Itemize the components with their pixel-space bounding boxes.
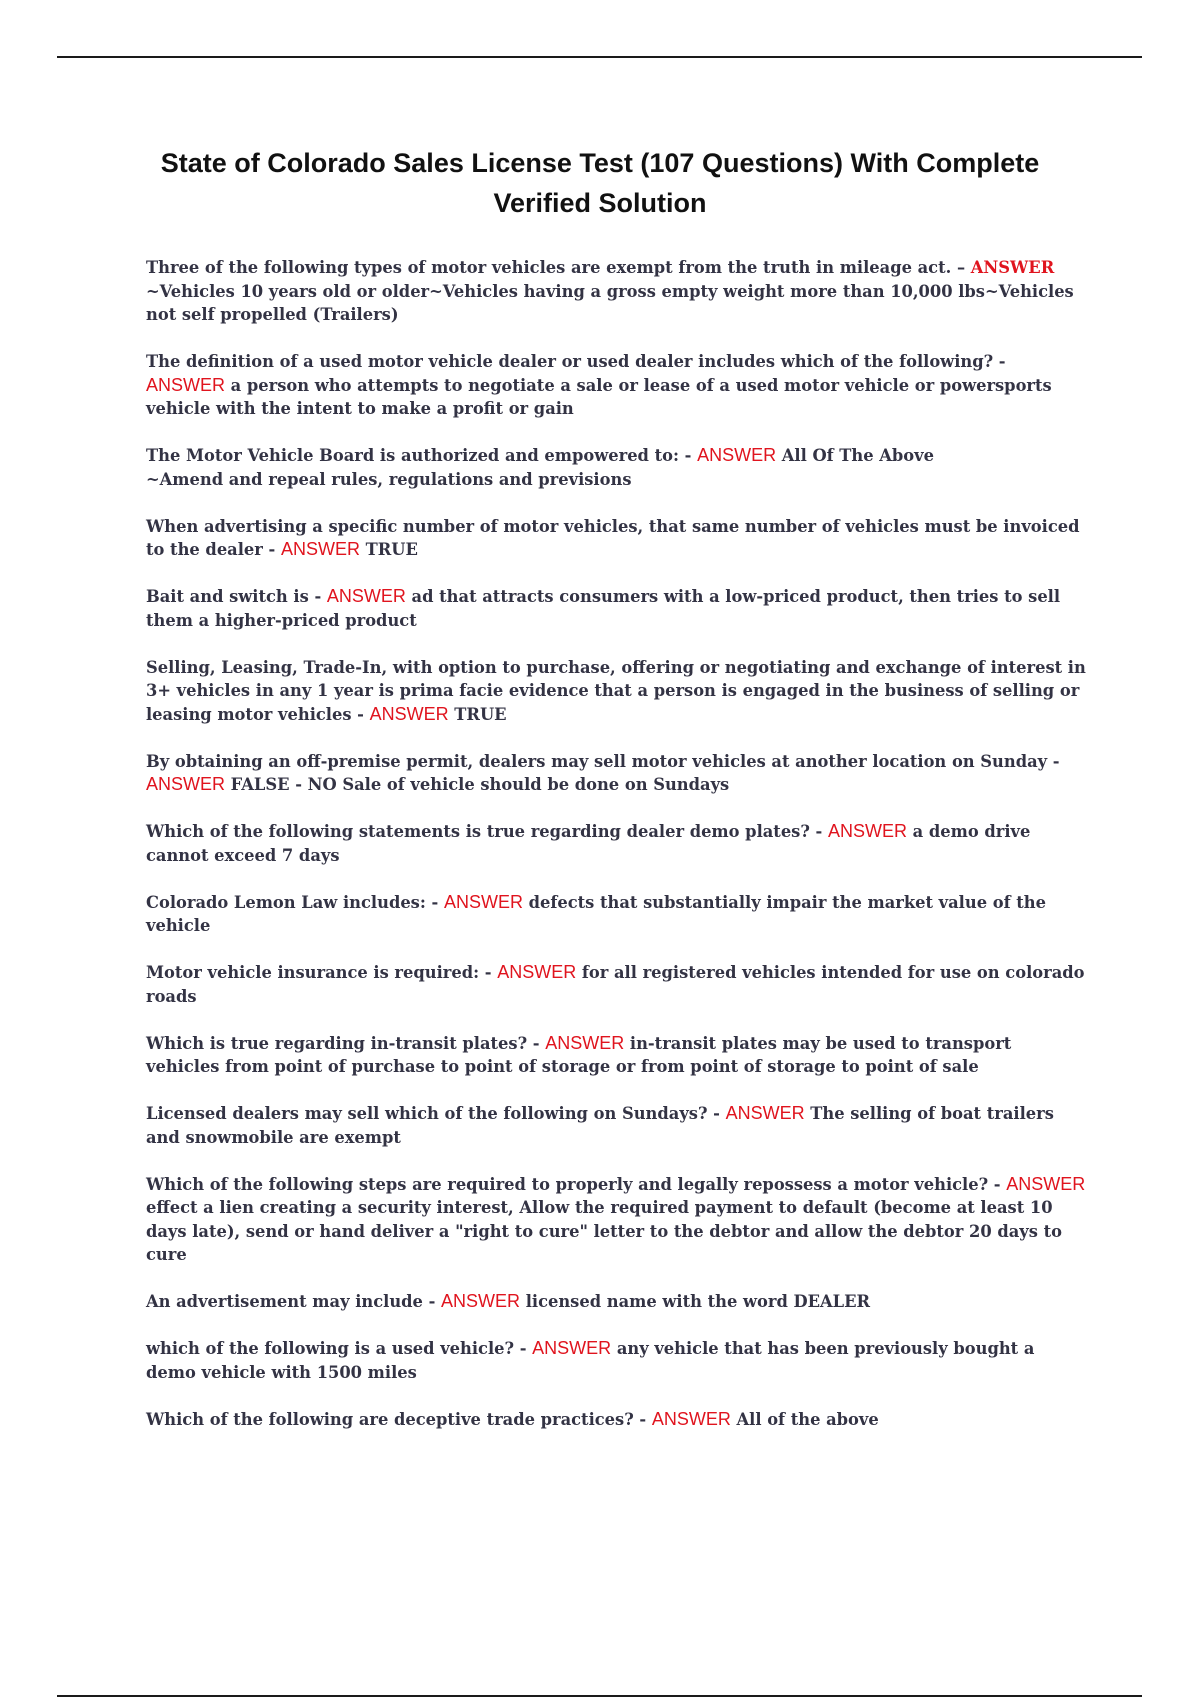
- question-text: Selling, Leasing, Trade-In, with option to purchase, offering or negotiating and exchange of interest in 3+ vehicles in any 1 year is prima facie evidence that a person is engaged in the business of selling or leasing motor vehicles -: [146, 657, 1086, 724]
- question-text: When advertising a specific number of motor vehicles, that same number of vehicles must be invoiced to the dealer -: [146, 516, 1080, 559]
- qa-item: [146, 256, 1086, 327]
- answer-text: defects that substantially impair the market value of the vehicle: [146, 892, 1046, 935]
- bottom-rule: [57, 1695, 1142, 1697]
- answer-text: TRUE: [359, 540, 418, 559]
- top-rule: [57, 56, 1142, 58]
- answer-label: ANSWER: [827, 821, 907, 841]
- question-text: The Motor Vehicle Board is authorized and empowered to: -: [146, 446, 698, 465]
- qa-item: [146, 656, 1086, 727]
- qa-item: [146, 1032, 1086, 1079]
- question-text: Bait and switch is -: [146, 587, 327, 606]
- answer-text: a demo drive cannot exceed 7 days: [146, 822, 1031, 865]
- qa-item: [146, 1102, 1086, 1149]
- document-title: State of Colorado Sales License Test (107 Questions) With Complete Verified Solution: [160, 148, 1040, 218]
- qa-item: [146, 750, 1086, 797]
- answer-label: ANSWER: [970, 258, 1055, 277]
- answer-label: ANSWER: [545, 1032, 625, 1053]
- answer-label: ANSWER: [441, 1291, 521, 1311]
- answer-text: a person who attempts to negotiate a sale or lease of a used motor vehicle or powersports vehicle with the intent to make a profit or gain: [146, 375, 1052, 418]
- question-text: By obtaining an off-premise permit, dealers may sell motor vehicles at another location on Sunday -: [146, 751, 1060, 771]
- answer-label: ANSWER: [146, 374, 226, 395]
- qa-item: [146, 891, 1086, 938]
- qa-item: [146, 1337, 1086, 1384]
- answer-text: for all registered vehicles intended for use on colorado roads: [146, 963, 1085, 1006]
- question-text: Which is true regarding in-transit plates? -: [146, 1033, 546, 1053]
- question-text: Colorado Lemon Law includes: -: [146, 892, 444, 912]
- answer-text: effect a lien creating a security interest, Allow the required payment to default (become at least 10 days late), send or hand deliver a "right to cure" letter to the debtor and allow the debtor 20 days to cure: [146, 1198, 1062, 1264]
- question-text: Motor vehicle insurance is required: -: [146, 963, 498, 982]
- answer-text: The selling of boat trailers and snowmobile are exempt: [146, 1104, 1054, 1147]
- answer-text: ~Vehicles 10 years old or older~Vehicles having a gross empty weight more than 10,000 lbs~Vehicles not self propelled (Trailers): [146, 281, 1074, 324]
- question-text: Licensed dealers may sell which of the following on Sundays? -: [146, 1104, 726, 1123]
- answer-text: any vehicle that has been previously bought a demo vehicle with 1500 miles: [146, 1339, 1035, 1382]
- answer-label: ANSWER: [280, 539, 360, 559]
- qa-item: [146, 1173, 1086, 1267]
- qa-item: [146, 585, 1086, 632]
- question-text: Three of the following types of motor vehicles are exempt from the truth in mileage act. –: [146, 258, 971, 277]
- answer-text: licensed name with the word DEALER: [520, 1292, 871, 1311]
- qa-item: [146, 350, 1086, 421]
- qa-item: [146, 444, 1086, 491]
- answer-text: FALSE - NO Sale of vehicle should be done on Sundays: [225, 775, 730, 794]
- qa-item: [146, 515, 1086, 562]
- qa-item: [146, 1290, 1086, 1314]
- answer-label: ANSWER: [497, 962, 577, 982]
- answer-label: ANSWER: [651, 1408, 731, 1429]
- question-text: An advertisement may include -: [146, 1292, 442, 1311]
- answer-text: All Of The Above ~Amend and repeal rules, regulations and previsions: [146, 446, 934, 489]
- answer-text: in-transit plates may be used to transport vehicles from point of purchase to point of storage or from point of storage to point of sale: [146, 1033, 1012, 1076]
- answer-label: ANSWER: [326, 586, 406, 606]
- answer-label: ANSWER: [369, 703, 449, 724]
- question-text: Which of the following statements is true regarding dealer demo plates? -: [146, 822, 828, 841]
- answer-label: ANSWER: [725, 1103, 805, 1123]
- answer-label: ANSWER: [532, 1338, 612, 1358]
- answer-text: ad that attracts consumers with a low-priced product, then tries to sell them a higher-priced product: [146, 587, 1061, 630]
- question-text: Which of the following are deceptive trade practices? -: [146, 1409, 652, 1429]
- question-text: The definition of a used motor vehicle dealer or used dealer includes which of the following? -: [146, 352, 1006, 371]
- qa-item: [146, 820, 1086, 867]
- qa-item: [146, 961, 1086, 1008]
- answer-label: ANSWER: [443, 891, 523, 912]
- answer-label: ANSWER: [1006, 1173, 1086, 1194]
- question-text: Which of the following steps are required to properly and legally repossess a motor vehicle? -: [146, 1174, 1007, 1194]
- question-text: which of the following is a used vehicle? -: [146, 1339, 533, 1358]
- answer-label: ANSWER: [697, 445, 777, 465]
- answer-text: All of the above: [730, 1409, 879, 1429]
- answer-label: ANSWER: [146, 774, 226, 794]
- question-list: [146, 256, 1086, 1455]
- answer-text: TRUE: [448, 704, 507, 724]
- qa-item: [146, 1408, 1086, 1432]
